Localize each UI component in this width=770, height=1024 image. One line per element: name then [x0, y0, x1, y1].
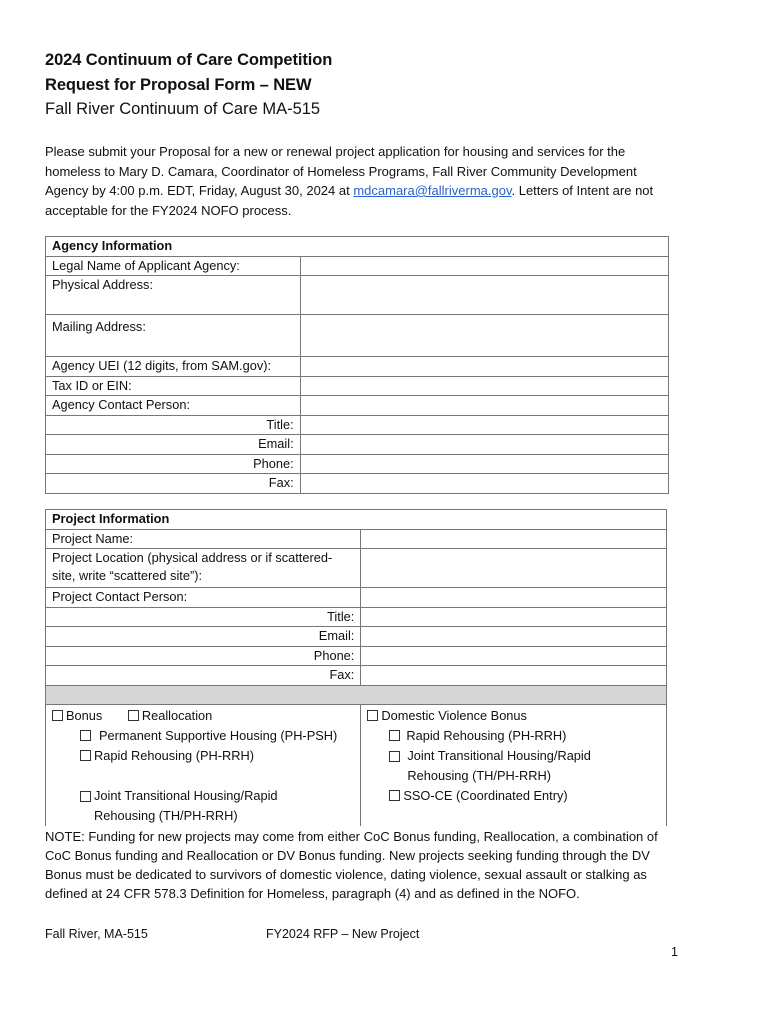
- rrh-right-checkbox-box[interactable]: [389, 730, 400, 741]
- intro-paragraph: [45, 142, 675, 220]
- agency-info-heading: Agency Information: [46, 237, 669, 257]
- agency-email-label: Email:: [46, 435, 301, 455]
- psh-label: Permanent Supportive Housing (PH-PSH): [99, 728, 338, 743]
- agency-fax-field[interactable]: [300, 474, 668, 494]
- rrh-left-label: Rapid Rehousing (PH-RRH): [94, 748, 255, 763]
- project-email-field[interactable]: [361, 627, 667, 647]
- rrh-right-label: Rapid Rehousing (PH-RRH): [406, 728, 567, 743]
- project-title-label: Title:: [46, 607, 361, 627]
- project-fax-field[interactable]: [361, 666, 667, 686]
- funding-options-right: [361, 705, 667, 827]
- project-title-field[interactable]: [361, 607, 667, 627]
- rrh-left-checkbox[interactable]: [52, 746, 354, 766]
- tax-id-field[interactable]: [300, 376, 668, 396]
- rrh-right-checkbox[interactable]: [367, 726, 660, 746]
- dv-bonus-checkbox[interactable]: [367, 706, 660, 726]
- agency-contact-label: Agency Contact Person:: [46, 396, 301, 416]
- agency-email-field[interactable]: [300, 435, 668, 455]
- project-fax-label: Fax:: [46, 666, 361, 686]
- project-info-table: [45, 509, 667, 826]
- rrh-left-checkbox-box[interactable]: [80, 750, 91, 761]
- agency-uei-field[interactable]: [300, 357, 668, 377]
- psh-checkbox-box[interactable]: [80, 730, 91, 741]
- footer-left: Fall River, MA-515: [45, 927, 148, 941]
- agency-info-table: [45, 236, 669, 494]
- dv-bonus-label: Domestic Violence Bonus: [381, 708, 527, 723]
- sso-checkbox[interactable]: [367, 786, 660, 806]
- bonus-label: Bonus: [66, 708, 103, 723]
- physical-address-field[interactable]: [300, 276, 668, 315]
- footer-center: FY2024 RFP – New Project: [266, 927, 420, 941]
- shaded-divider-row: [46, 685, 667, 705]
- reallocation-checkbox-box[interactable]: [128, 710, 139, 721]
- joint-left-checkbox[interactable]: [52, 786, 354, 826]
- legal-name-label: Legal Name of Applicant Agency:: [46, 256, 301, 276]
- joint-right-checkbox-box[interactable]: [389, 751, 400, 762]
- project-location-label: Project Location (physical address or if scattered-site, write “scattered site”):: [46, 549, 361, 588]
- project-name-field[interactable]: [361, 529, 667, 549]
- doc-title-line1: 2024 Continuum of Care Competition: [45, 51, 333, 69]
- doc-subtitle: Fall River Continuum of Care MA-515: [45, 100, 321, 118]
- email-link[interactable]: mdcamara@fallriverma.gov: [353, 183, 512, 198]
- funding-options-left: [46, 705, 361, 827]
- agency-uei-label: Agency UEI (12 digits, from SAM.gov):: [46, 357, 301, 377]
- bonus-checkbox[interactable]: [52, 708, 102, 723]
- bonus-reallocation-row: [52, 706, 354, 726]
- intro-text-after: . Letters of Intent are not acceptable for the FY2024 NOFO process.: [45, 183, 654, 218]
- agency-title-label: Title:: [46, 415, 301, 435]
- project-info-heading: Project Information: [46, 510, 667, 530]
- reallocation-checkbox[interactable]: [128, 708, 212, 723]
- physical-address-label: Physical Address:: [46, 276, 301, 315]
- project-name-label: Project Name:: [46, 529, 361, 549]
- joint-right-checkbox[interactable]: [367, 746, 660, 786]
- joint-left-checkbox-box[interactable]: [80, 791, 91, 802]
- intro-text-before: Please submit your Proposal for a new or renewal project application for housing and services for the homeless to Mary D. Camara, Coordinator of Homeless Programs, Fall River Community Development Agency by 4:00 p.m. EDT, Friday, August 30, 2024 at: [45, 144, 637, 198]
- project-location-field[interactable]: [361, 549, 667, 588]
- funding-note: NOTE: Funding for new projects may come from either CoC Bonus funding, Reallocation, a combination of CoC Bonus funding and Reallocation or DV Bonus funding. New projects seeking funding through the DV Bonus must be dedicated to survivors of domestic violence, dating violence, sexual assault or stalking as defined at 24 CFR 578.3 Definition for Homeless, paragraph (4) and as defined in the NOFO.: [45, 829, 658, 901]
- agency-phone-label: Phone:: [46, 454, 301, 474]
- agency-contact-field[interactable]: [300, 396, 668, 416]
- dv-bonus-checkbox-box[interactable]: [367, 710, 378, 721]
- agency-title-field[interactable]: [300, 415, 668, 435]
- mailing-address-field[interactable]: [300, 315, 668, 357]
- legal-name-field[interactable]: [300, 256, 668, 276]
- agency-fax-label: Fax:: [46, 474, 301, 494]
- project-contact-label: Project Contact Person:: [46, 588, 361, 608]
- mailing-address-label: Mailing Address:: [46, 315, 301, 357]
- project-phone-label: Phone:: [46, 646, 361, 666]
- joint-right-label: Joint Transitional Housing/Rapid Rehousing (TH/PH-RRH): [407, 748, 591, 783]
- bonus-checkbox-box[interactable]: [52, 710, 63, 721]
- project-phone-field[interactable]: [361, 646, 667, 666]
- reallocation-label: Reallocation: [141, 708, 213, 723]
- sso-label: SSO-CE (Coordinated Entry): [403, 788, 568, 803]
- psh-checkbox[interactable]: [52, 726, 354, 746]
- joint-left-label: Joint Transitional Housing/Rapid Rehousing (TH/PH-RRH): [94, 788, 278, 823]
- page-number: 1: [671, 945, 678, 959]
- project-email-label: Email:: [46, 627, 361, 647]
- tax-id-label: Tax ID or EIN:: [46, 376, 301, 396]
- project-contact-field[interactable]: [361, 588, 667, 608]
- agency-phone-field[interactable]: [300, 454, 668, 474]
- doc-title-line2: Request for Proposal Form – NEW: [45, 76, 312, 94]
- sso-checkbox-box[interactable]: [389, 790, 400, 801]
